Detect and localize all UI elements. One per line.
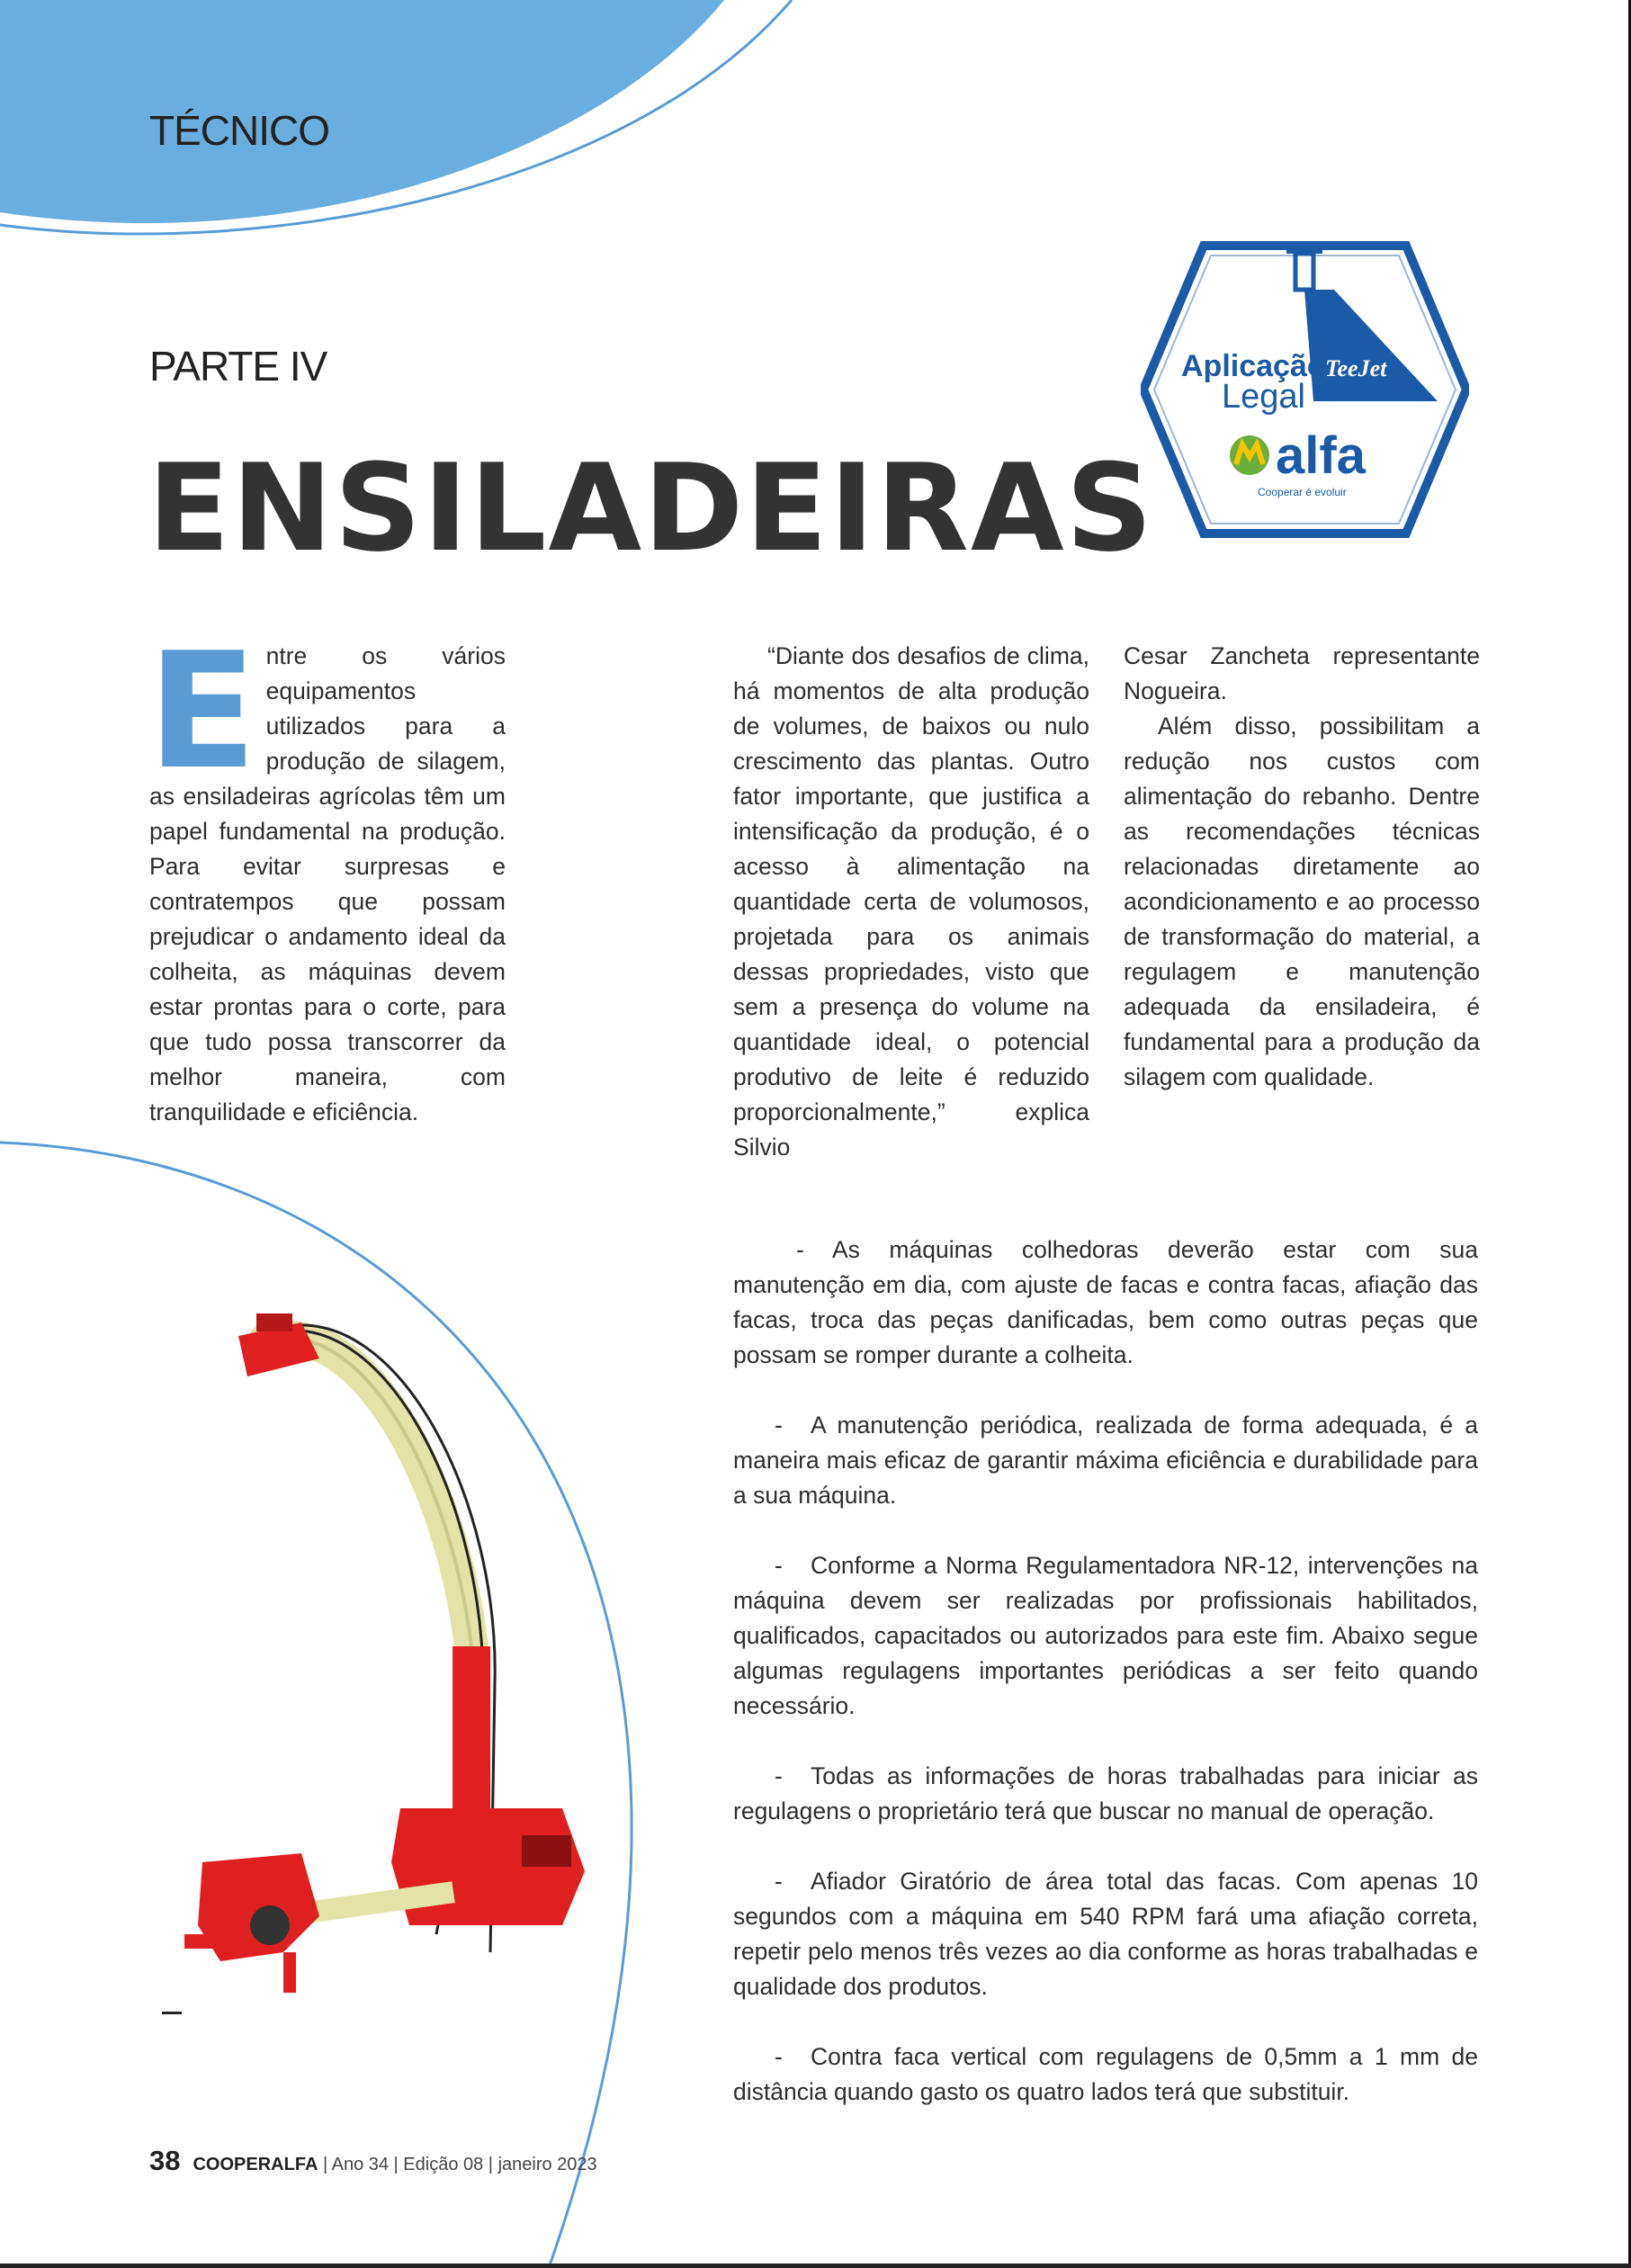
column-continuation — [1124, 639, 1480, 1095]
list-item: - Conforme a Norma Regulamentadora NR-12, intervenções na máquina devem ser realizadas por profissionais habilitados, qualificados, capacitados ou autorizados para este fim. Abaixo segue algumas regulagens importantes periódicas a ser feito quando necessário. — [733, 1552, 1478, 1719]
page-number: 38 — [149, 2145, 181, 2176]
list-item: - Contra faca vertical com regulagens de 0,5mm a 1 mm de distância quando gasto os quatro lados terá que substituir. — [733, 2043, 1478, 2105]
publication-name: COOPERALFA — [193, 2155, 318, 2174]
continuation-paragraph-2: Além disso, possibilitam a redução nos custos com alimentação do rebanho. Dentre as recomendações técnicas relacionadas diretamente ao acondicionamento e ao processo de transformação do material, a regulagem e manutenção adequada da ensiladeira, é fundamental para a produção da silagem com qualidade. — [1124, 713, 1480, 1090]
logo-slogan: Cooperar é evoluir — [1258, 486, 1347, 498]
list-item: - A manutenção periódica, realizada de forma adequada, é a maneira mais eficaz de garantir máxima eficiência e durabilidade para a sua máquina. — [733, 1412, 1478, 1509]
caption-dash — [162, 2012, 182, 2014]
cutter-housing-grille — [522, 1835, 571, 1867]
list-item: - Todas as informações de horas trabalhadas para iniciar as regulagens o proprietário terá que buscar no manual de operação. — [733, 1762, 1478, 1824]
section-label: TÉCNICO — [149, 107, 329, 154]
column-intro — [148, 618, 506, 1130]
list-item: - Afiador Giratório de área total das facas. Com apenas 10 segundos com a máquina em 540 RPM fará uma afiação correta, repetir pelo menos três vezes ao dia conforme as horas trabalhadas e qualidade dos produtos. — [733, 1868, 1478, 2000]
intro-paragraph: ntre os vários equipamentos utilizados para a produção de silagem, as ensiladeiras agrícolas têm um papel fundamental na produção. Para evitar surpresas e contratempos que possam prejudicar o andamento ideal da colheita, as máquinas devem estar prontas para o corte, para que tudo possa transcorrer da melhor maneira, com tranquilidade e eficiência. — [149, 642, 506, 1125]
logo-line2: Legal — [1222, 378, 1305, 416]
recommendations-list — [733, 1233, 1478, 2145]
part-label: PARTE IV — [149, 343, 327, 390]
vertical-column — [453, 1646, 490, 1826]
nozzle-icon-tip — [1295, 254, 1313, 290]
spout-deflector-hinge — [256, 1313, 292, 1331]
header-blue-shape — [0, 0, 724, 223]
issue-details: | Ano 34 | Edição 08 | janeiro 2023 — [322, 2155, 597, 2174]
page-footer — [149, 2145, 597, 2177]
logo-line1: Aplicação — [1181, 349, 1326, 383]
logo-partner: TeeJet — [1325, 355, 1387, 381]
column-quote — [733, 639, 1089, 1165]
support-leg — [283, 1952, 296, 1993]
continuation-paragraph-1: Cesar Zancheta representante Nogueira. — [1124, 642, 1480, 704]
hitch-arm — [184, 1934, 247, 1949]
forage-harvester-image — [184, 1304, 607, 1997]
wheel-hub — [250, 1905, 290, 1945]
list-item: - As máquinas colhedoras deverão estar com sua manutenção em dia, com ajuste de facas e contra facas, afiação das facas, troca das peças danificadas, bem como outras peças que possam se romper durante a colheita. — [733, 1236, 1478, 1368]
drop-cap: E — [148, 618, 257, 804]
aplicacao-legal-logo — [1141, 241, 1469, 538]
logo-brand: alfa — [1276, 426, 1366, 485]
page-bottom-border — [0, 2264, 1631, 2268]
page-title: ENSILADEIRAS — [148, 438, 1155, 578]
quote-paragraph: “Diante dos desafios de clima, há momentos de alta produção de volumes, de baixos ou nulo crescimento das plantas. Outro fator importante, que justifica a intensificação da produção, é o acesso à alimentação na quantidade certa de volumosos, projetada para os animais dessas propriedades, visto que sem a presença do volume na quantidade ideal, o potencial produtivo de leite é reduzido proporcionalmente,” explica Silvio — [733, 642, 1089, 1161]
discharge-spout — [265, 1338, 472, 1655]
